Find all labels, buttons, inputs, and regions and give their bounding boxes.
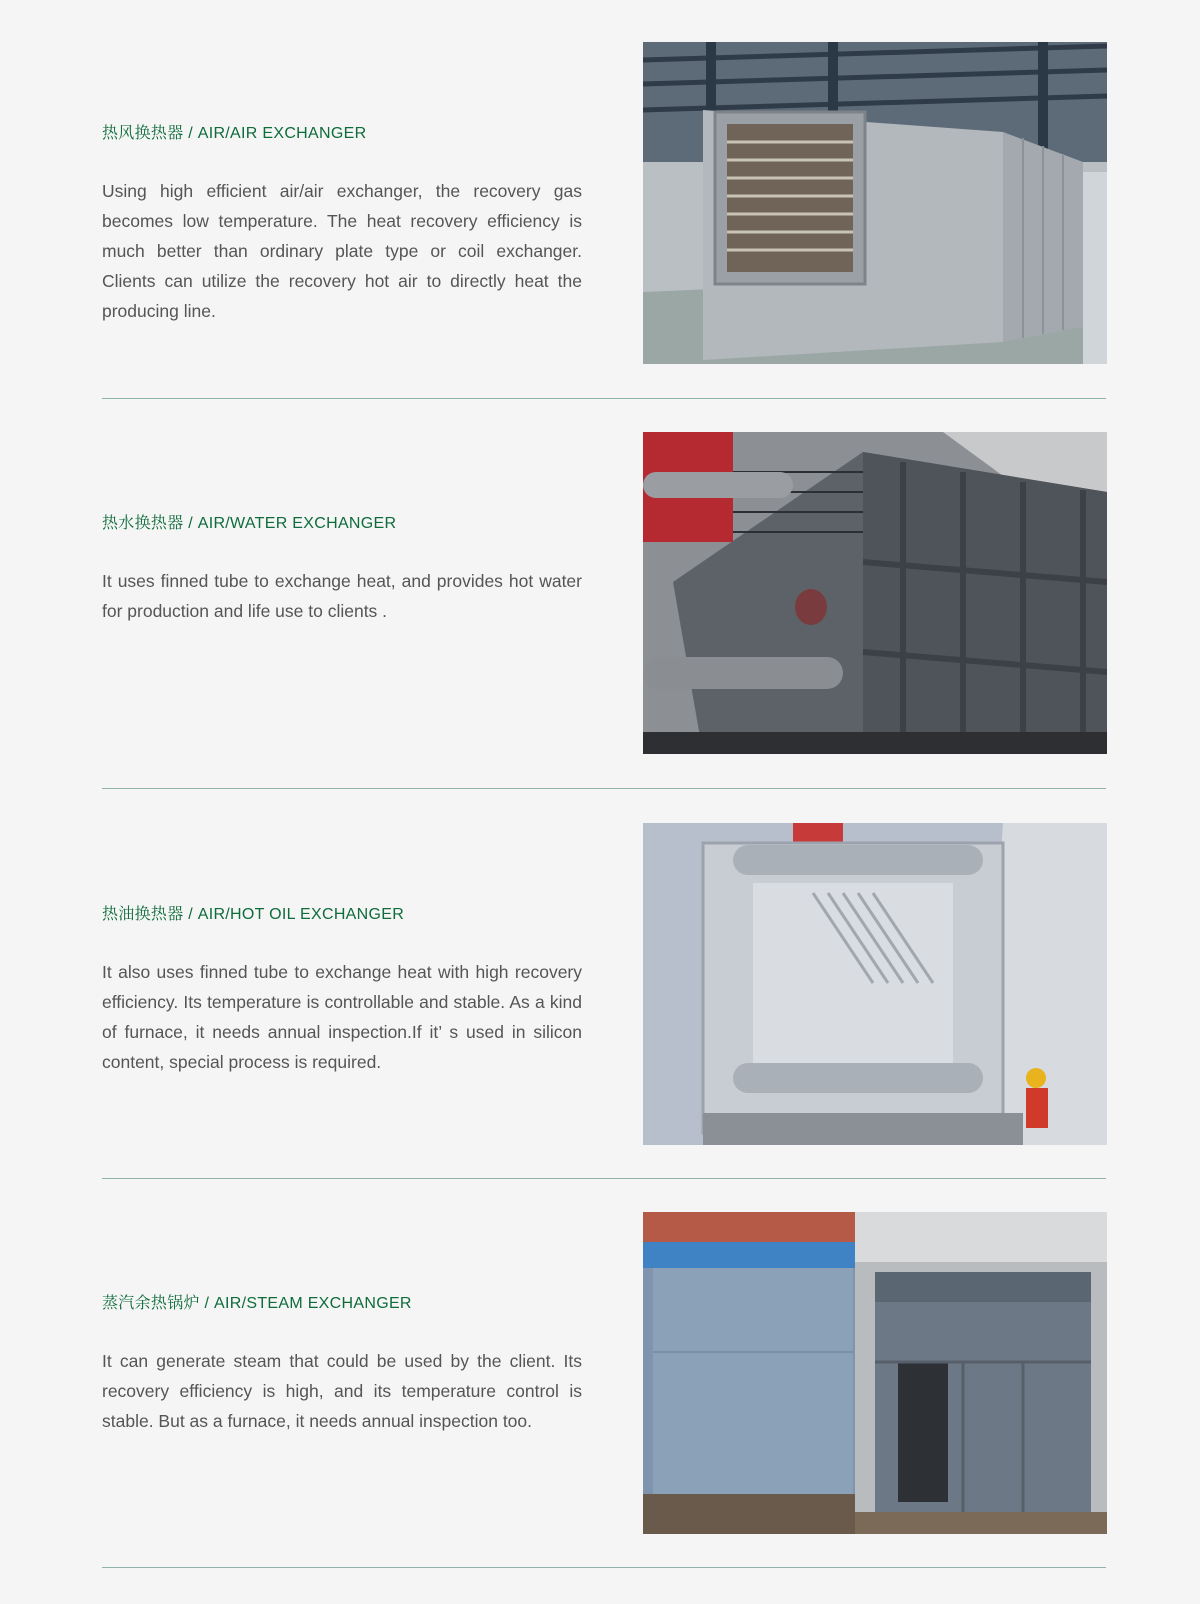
air-hot-oil-exchanger-photo (643, 823, 1107, 1145)
section-description: It also uses finned tube to exchange heat with high recovery efficiency. Its temperature is controllable and stable. As a kind of furnace, it needs annual inspection.If it’ s used in silicon content, special process is required. (102, 962, 582, 1072)
divider (102, 788, 1106, 789)
section-description: It uses finned tube to exchange heat, and provides hot water for production and life use to clients . (102, 571, 582, 621)
air-air-exchanger-photo (643, 42, 1107, 364)
section-air-water-exchanger (102, 432, 1106, 824)
section-description: It can generate steam that could be used by the client. Its recovery efficiency is high, and its temperature control is stable. But as a furnace, it needs annual inspection too. (102, 1351, 582, 1431)
section-text (102, 1290, 582, 1436)
section-text (102, 510, 582, 626)
section-title: 热油换热器 / AIR/HOT OIL EXCHANGER (102, 906, 405, 923)
section-air-steam-exchanger (102, 1212, 1106, 1604)
section-text (102, 120, 582, 326)
section-air-air-exchanger (102, 42, 1106, 434)
section-description: Using high efficient air/air exchanger, the recovery gas becomes low temperature. The heat recovery efficiency is much better than ordinary plate type or coil exchanger. Clients can utilize the recovery hot air to directly heat the producing line. (102, 181, 582, 321)
divider (102, 1567, 1106, 1568)
section-air-hot-oil-exchanger (102, 823, 1106, 1215)
divider (102, 1178, 1106, 1179)
section-title: 热水换热器 / AIR/WATER EXCHANGER (102, 515, 397, 532)
air-water-exchanger-photo (643, 432, 1107, 754)
section-text (102, 901, 582, 1077)
section-title: 蒸汽余热锅炉 / AIR/STEAM EXCHANGER (102, 1295, 412, 1312)
divider (102, 398, 1106, 399)
section-title: 热风换热器 / AIR/AIR EXCHANGER (102, 125, 367, 142)
air-steam-exchanger-photo (643, 1212, 1107, 1534)
